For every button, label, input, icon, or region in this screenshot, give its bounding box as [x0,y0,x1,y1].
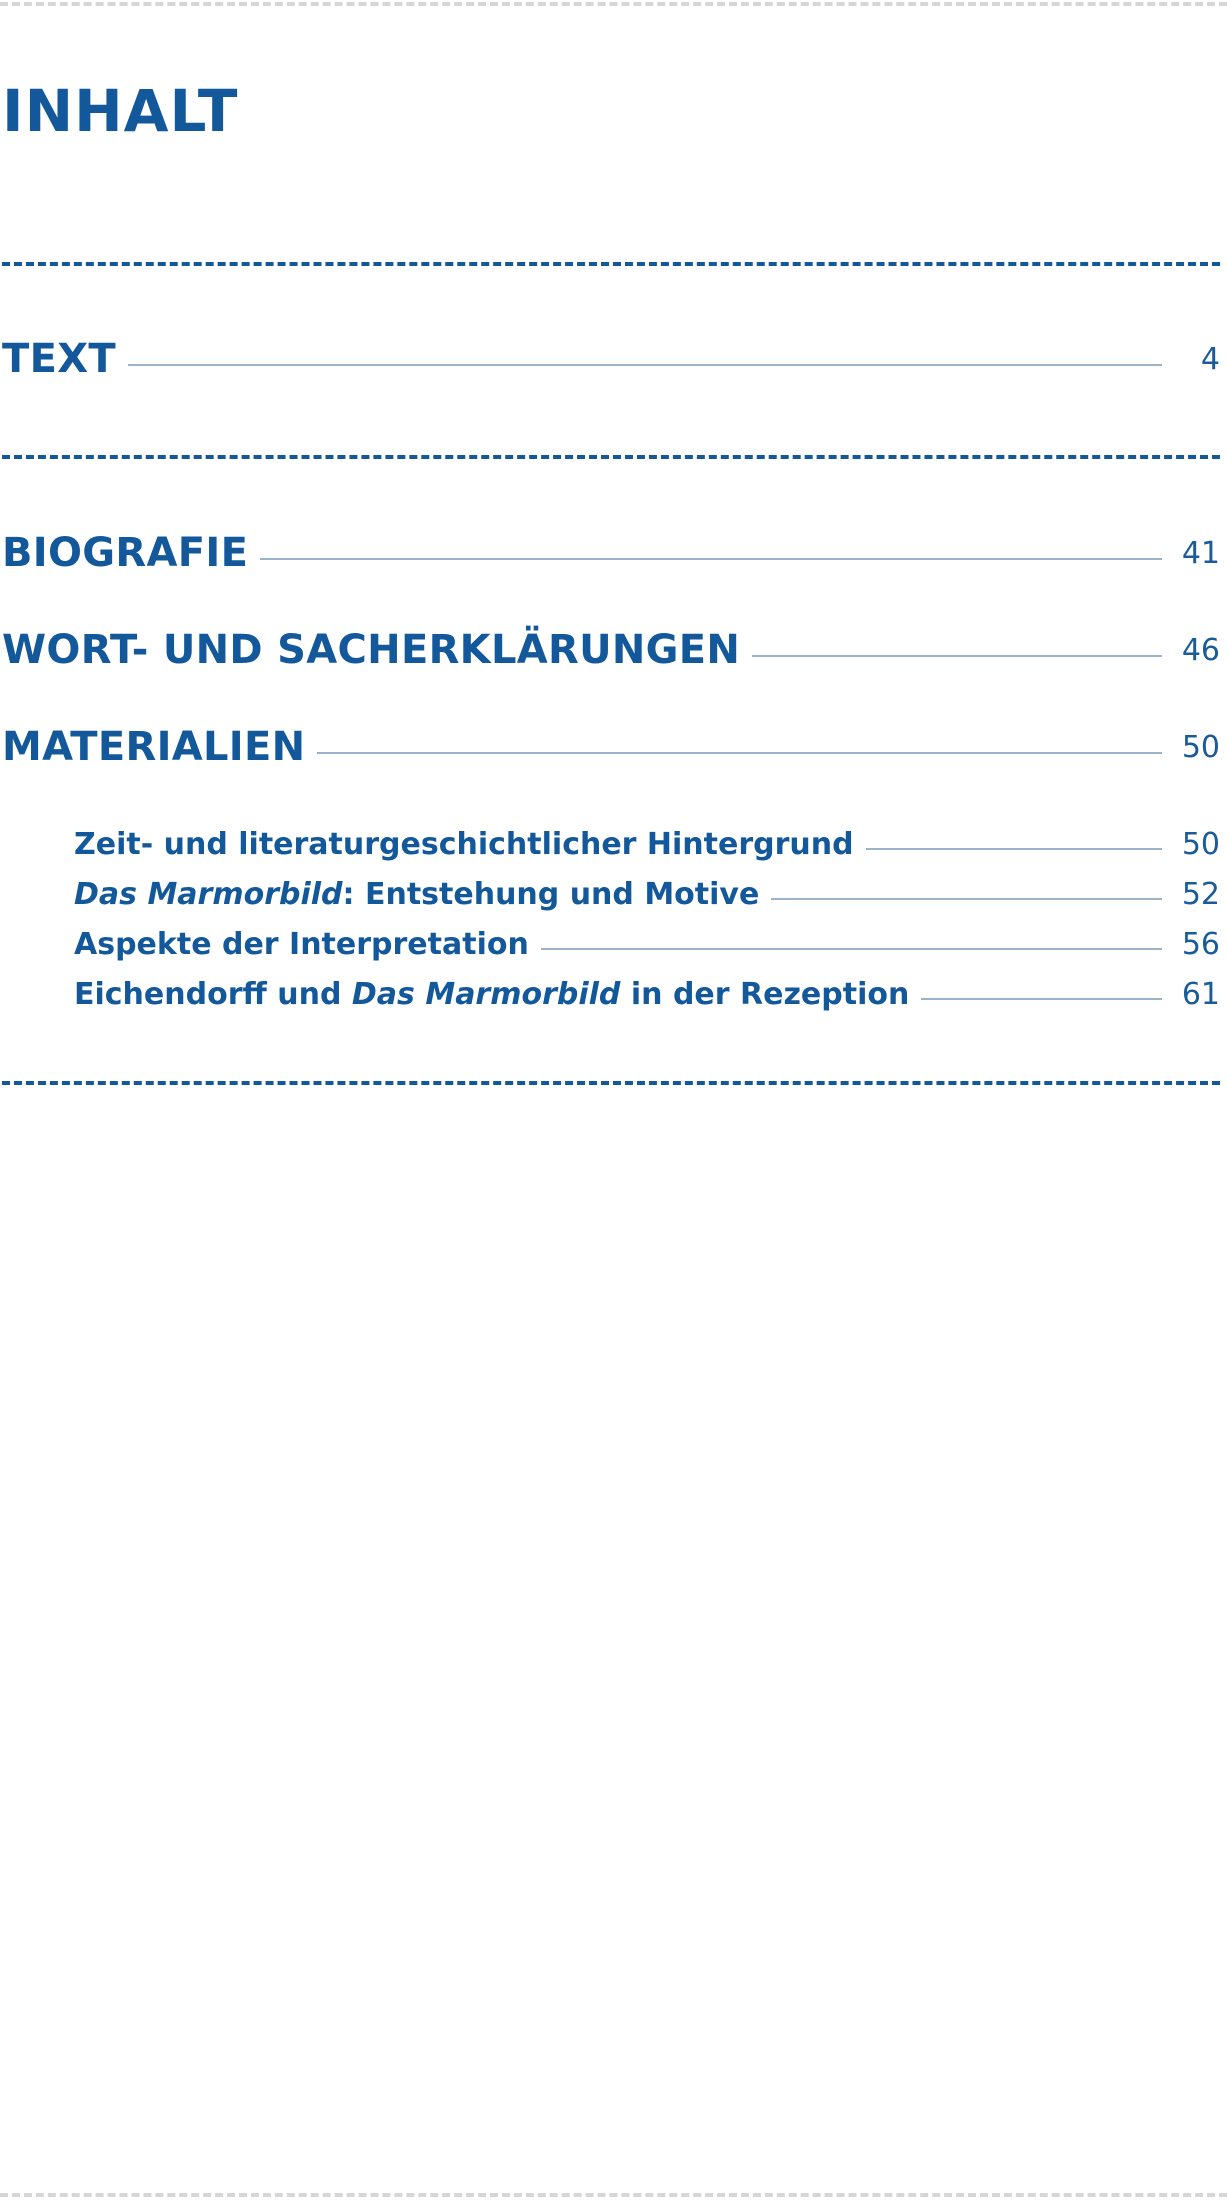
toc-page-number: 46 [1181,632,1220,668]
toc-subentry-label-rest: : Entstehung und Motive [342,877,760,912]
toc-subentry-label: Aspekte der Interpretation [74,927,529,962]
toc-leader-line [921,998,1162,1000]
toc-leader-line [752,655,1162,657]
toc-page-number: 61 [1181,977,1220,1012]
toc-page-number: 4 [1200,341,1220,377]
toc-subentry-label-prefix: Eichendorff und [74,977,352,1012]
toc-leader-line [541,948,1162,950]
toc-page-number: 50 [1181,827,1220,862]
toc-leader-line [128,364,1162,366]
toc-entry-wort-und-sacherklaerungen[interactable] [2,627,1220,673]
toc-entry-label: WORT- UND SACHERKLÄRUNGEN [2,627,741,673]
divider-top [2,262,1220,266]
divider-bottom [2,1081,1220,1085]
toc-entry-label: BIOGRAFIE [2,530,249,576]
toc-subentry-label-rest: in der Rezeption [620,977,910,1012]
toc-page-number: 56 [1181,927,1220,962]
toc-leader-line [317,752,1162,754]
toc-subentry-label [74,877,759,912]
page-title: INHALT [2,77,239,145]
work-title: Das Marmorbild [351,977,621,1012]
toc-entry-label: MATERIALIEN [2,724,306,770]
toc-leader-line [771,898,1162,900]
toc-leader-line [260,558,1162,560]
toc-subentry-hintergrund[interactable] [74,827,1220,862]
toc-subentry-interpretation[interactable] [74,927,1220,962]
toc-subentry-rezeption[interactable] [74,977,1220,1012]
toc-leader-line [866,848,1162,850]
toc-subentry-entstehung[interactable] [74,877,1220,912]
toc-page-number: 52 [1181,877,1220,912]
toc-entry-biografie[interactable] [2,530,1220,576]
toc-entry-label: TEXT [2,336,116,382]
toc-entry-text[interactable] [2,336,1220,382]
toc-subentry-label [74,977,909,1012]
page-border-bottom [0,2193,1227,2197]
toc-page-number: 41 [1181,535,1220,571]
toc-page-number: 50 [1181,729,1220,765]
divider-middle [2,455,1220,459]
toc-subentry-label: Zeit- und literaturgeschichtlicher Hintergrund [74,827,854,862]
page-border-top [0,2,1227,6]
work-title: Das Marmorbild [74,877,343,912]
toc-entry-materialien[interactable] [2,724,1220,770]
